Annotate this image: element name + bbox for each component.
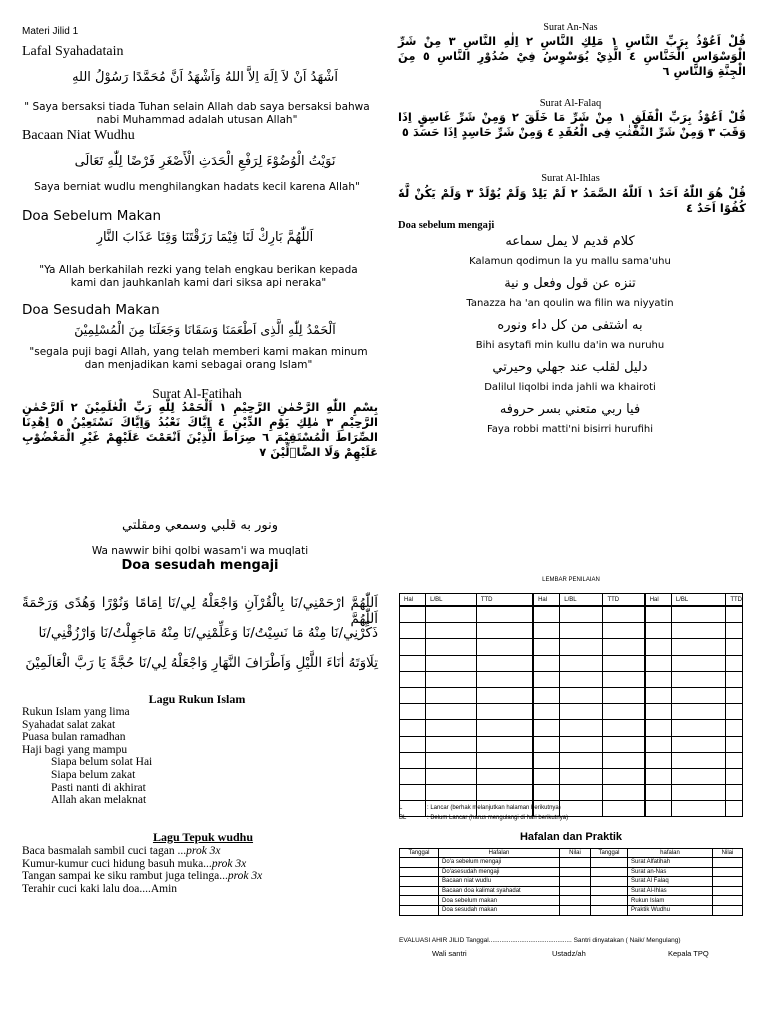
hafalan-cell: Surat Al-Ihlas xyxy=(628,886,713,896)
lembar-penilaian-table xyxy=(399,593,743,817)
hafalan-cell: Bacaan doa kalimat syahadat xyxy=(439,886,560,896)
grade-cell[interactable] xyxy=(560,720,603,736)
table-header-row xyxy=(400,849,743,858)
grade-cell[interactable] xyxy=(533,671,560,687)
song-text: Baca basmalah sambil cuci tagan ... xyxy=(22,845,187,857)
al-ihlas-arabic: قُلْ هُوَ اللّٰهُ اَحَدٌ ١ اَللّٰهُ الصَّمَدُ ٢ لَمْ يَلِدْ وَلَمْ يُوْلَدْ ٣ وَلَمْ يَكُنْ لَّهٗ كُفُوًا اَحَدٌ ٤ xyxy=(398,186,746,215)
niat-wudhu-translation: Saya berniat wudlu menghilangkan hadats kecil karena Allah" xyxy=(34,181,360,193)
signer-wali-santri: Wali santri xyxy=(432,949,467,958)
date-cell[interactable] xyxy=(400,905,439,915)
doa-sesudah-makan-arabic: اَلْحَمْدُ لِلّٰهِ الَّذِى اَطْعَمَنَا وَسَقَانَا وَجَعَلَنَا مِنَ الْمُسْلِمِيْنَ xyxy=(74,322,336,337)
nilai-cell[interactable] xyxy=(713,905,743,915)
grade-cell[interactable] xyxy=(645,623,672,639)
grade-cell[interactable] xyxy=(560,639,603,655)
doa-sebelum-mengaji-latin-2: Tanazza ha 'an qoulin wa filin wa niyyatin xyxy=(466,298,674,309)
table-row xyxy=(400,720,743,736)
nilai-cell[interactable] xyxy=(560,877,591,887)
grade-cell[interactable] xyxy=(560,704,603,720)
grade-cell[interactable] xyxy=(645,736,672,752)
doa-sebelum-mengaji-latin-1: Kalamun qodimun la yu mallu sama'uhu xyxy=(469,256,671,267)
page-header-right: Surat An-Nas xyxy=(543,22,598,33)
grade-cell[interactable] xyxy=(726,720,743,736)
grade-cell[interactable] xyxy=(726,801,743,817)
grade-cell[interactable] xyxy=(726,687,743,703)
doa-sebelum-mengaji-arabic-4: دليل لقلب عند جهلي وحيرتي xyxy=(492,360,648,375)
table-row xyxy=(400,639,743,655)
grade-cell[interactable] xyxy=(671,801,725,817)
lagu-rukun-islam-heading: Lagu Rukun Islam xyxy=(148,692,246,706)
grade-cell[interactable] xyxy=(603,671,645,687)
col-header: Hal xyxy=(645,594,672,607)
grade-cell[interactable] xyxy=(426,785,477,801)
grade-cell[interactable] xyxy=(400,655,426,671)
hafalan-cell: Do'asesudah mengaji xyxy=(439,867,560,877)
table-row xyxy=(400,905,743,915)
grade-cell[interactable] xyxy=(400,752,426,768)
grade-cell[interactable] xyxy=(671,655,725,671)
nilai-cell[interactable] xyxy=(560,886,591,896)
grade-cell[interactable] xyxy=(400,768,426,784)
grade-cell[interactable] xyxy=(645,720,672,736)
date-cell[interactable] xyxy=(400,877,439,887)
al-falaq-heading: Surat Al-Falaq xyxy=(539,98,602,109)
grade-cell[interactable] xyxy=(645,606,672,623)
col-header: Hal xyxy=(533,594,560,607)
hafalan-cell: Rukun Islam xyxy=(628,896,713,906)
col-header: Tanggal xyxy=(400,849,439,858)
grade-cell[interactable] xyxy=(533,655,560,671)
hafalan-cell: Doa sesudah makan xyxy=(439,905,560,915)
col-header: TTD xyxy=(476,594,533,607)
grade-cell[interactable] xyxy=(603,785,645,801)
grade-cell[interactable] xyxy=(645,768,672,784)
grade-cell[interactable] xyxy=(400,623,426,639)
date-cell[interactable] xyxy=(591,886,628,896)
hafalan-praktik-table xyxy=(399,848,743,916)
nilai-cell[interactable] xyxy=(713,877,743,887)
grade-cell[interactable] xyxy=(603,623,645,639)
doa-sebelum-makan-arabic: اَللّٰهُمَّ بَارِكْ لَنَا فِيْمَا رَزَقْتَنَا وَقِنَا عَذَابَ النَّارِ xyxy=(96,230,314,245)
doa-sebelum-mengaji-arabic-2: تنزه عن قول وفعل و نية xyxy=(504,276,636,291)
nilai-cell[interactable] xyxy=(560,905,591,915)
grade-cell[interactable] xyxy=(603,655,645,671)
table-row xyxy=(400,704,743,720)
song-line xyxy=(22,858,262,871)
grade-cell[interactable] xyxy=(533,606,560,623)
doa-sesudah-makan-translation: "segala puji bagi Allah, yang telah memberi kami makan minum dan menjadikan kami sebagai orang Islam" xyxy=(29,346,368,371)
grade-cell[interactable] xyxy=(603,768,645,784)
grade-cell[interactable] xyxy=(603,606,645,623)
grade-cell[interactable] xyxy=(533,623,560,639)
grade-cell[interactable] xyxy=(426,687,477,703)
hafalan-cell: Surat Al Falaq xyxy=(628,877,713,887)
grade-cell[interactable] xyxy=(726,752,743,768)
grade-cell[interactable] xyxy=(603,639,645,655)
date-cell[interactable] xyxy=(400,886,439,896)
legend-row xyxy=(399,803,568,813)
grade-cell[interactable] xyxy=(671,687,725,703)
syahadat-arabic: اَشْهَدُ اَنْ لاَ اِلَهَ اِلاَّ اللهُ وَاَشْهَدُ اَنَّ مُحَمَّدًا رَسُوْلُ اللهِ xyxy=(72,70,338,85)
song-text: Tangan sampai ke siku rambut juga telinga... xyxy=(22,870,228,883)
grade-cell[interactable] xyxy=(426,704,477,720)
song-text: Kumur-kumur cuci hidung basuh muka... xyxy=(22,857,212,870)
grade-cell[interactable] xyxy=(726,623,743,639)
lagu-tepuk-wudhu-heading: Lagu Tepuk wudhu xyxy=(152,830,254,844)
song-tail: prok 3x xyxy=(227,870,263,883)
table-row xyxy=(400,768,743,784)
grade-cell[interactable] xyxy=(726,785,743,801)
col-header: Nilai xyxy=(560,849,591,858)
grade-cell[interactable] xyxy=(726,639,743,655)
syahadat-heading: Lafal Syahadatain xyxy=(22,44,124,59)
page-header-left: Materi Jilid 1 xyxy=(22,26,79,37)
grade-cell[interactable] xyxy=(645,639,672,655)
grade-cell[interactable] xyxy=(476,768,533,784)
song-tail: prok 3x xyxy=(186,845,221,857)
niat-wudhu-heading: Bacaan Niat Wudhu xyxy=(22,128,135,143)
table-row xyxy=(400,623,743,639)
doa-sesudah-mengaji-arabic-1: اَللّٰهُمَّ ارْحَمْنِي/نَا بِالْقُرْآنِ وَاجْعَلْهُ لِي/نَا اِمَامًا وَنُوْرًا وَهُدًى وَرَحْمَةً اَللّٰهُمَّ xyxy=(22,595,378,627)
song-line: Syahadat salat zakat xyxy=(22,718,116,731)
syahadat-translation: " Saya bersaksi tiada Tuhan selain Allah dab saya bersaksi bahwa nabi Muhammad adalah utusan Allah" xyxy=(24,101,370,126)
table-row xyxy=(400,858,743,868)
grade-cell[interactable] xyxy=(476,752,533,768)
legend-code: L xyxy=(399,805,403,811)
grade-cell[interactable] xyxy=(671,671,725,687)
grade-cell[interactable] xyxy=(426,671,477,687)
song-line xyxy=(22,883,262,896)
doa-sebelum-mengaji-arabic-6: ونور به قلبي وسمعي ومقلتي xyxy=(122,518,278,533)
doa-sesudah-mengaji-arabic-2: ذَكِّرْنِي/نَا مِنْهُ مَا نَسِيْتُ/نَا وَعَلِّمْنِي/نَا مِنْهُ مَاجَهِلْتُ/نَا وَارْزُقْنِي/نَا xyxy=(38,625,378,641)
legend-text: : Belum Lancar (harus mengulangi di hari berikutnya) xyxy=(427,815,569,821)
grade-cell[interactable] xyxy=(671,639,725,655)
grade-cell[interactable] xyxy=(560,655,603,671)
grade-cell[interactable] xyxy=(400,671,426,687)
song-line: Siapa belum zakat xyxy=(51,768,136,781)
al-falaq-arabic: قُلْ اَعُوْذُ بِرَبِّ الْفَلَقِ ١ مِنْ شَرِّ مَا خَلَقَ ٢ وَمِنْ شَرِّ غَاسِقٍ اِذَا وَقَبَ ٣ وَمِنْ شَرِّ النَّفّٰثٰتِ فِى الْعُقَدِ ٤ وَمِنْ شَرِّ حَاسِدٍ اِذَا حَسَدَ ٥ xyxy=(398,110,746,139)
table-row xyxy=(400,752,743,768)
song-line: Pasti nanti di akhirat xyxy=(51,781,146,794)
doa-sebelum-mengaji-arabic-5: فيا ربي متعني بسر حروفه xyxy=(499,402,641,417)
table-row xyxy=(400,896,743,906)
grade-cell[interactable] xyxy=(476,655,533,671)
song-line: Siapa belum solat Hai xyxy=(51,756,153,769)
grade-cell[interactable] xyxy=(476,736,533,752)
doa-sebelum-mengaji-latin-6: Wa nawwir bihi qolbi wasam'i wa muqlati xyxy=(91,545,309,557)
grade-cell[interactable] xyxy=(645,785,672,801)
grade-cell[interactable] xyxy=(476,639,533,655)
hafalan-cell: Doa sebelum makan xyxy=(439,896,560,906)
grade-cell[interactable] xyxy=(645,752,672,768)
col-header: Hal xyxy=(400,594,426,607)
grade-cell[interactable] xyxy=(560,736,603,752)
grade-cell[interactable] xyxy=(533,687,560,703)
grade-cell[interactable] xyxy=(726,655,743,671)
grade-cell[interactable] xyxy=(400,704,426,720)
doa-sebelum-mengaji-latin-4: Dalilul liqolbi inda jahli wa khairoti xyxy=(484,382,656,393)
nilai-cell[interactable] xyxy=(713,858,743,868)
table-row xyxy=(400,886,743,896)
al-ihlas-heading: Surat Al-Ihlas xyxy=(541,173,600,184)
legend-text: : Lancar (berhak melanjutkan halaman berikutnya) xyxy=(427,805,561,811)
grade-cell[interactable] xyxy=(726,768,743,784)
nilai-cell[interactable] xyxy=(560,867,591,877)
grade-cell[interactable] xyxy=(645,655,672,671)
grade-cell[interactable] xyxy=(426,655,477,671)
date-cell[interactable] xyxy=(400,867,439,877)
song-text: Terahir cuci kaki lalu doa....Amin xyxy=(22,882,178,895)
table-row xyxy=(400,867,743,877)
grade-cell[interactable] xyxy=(476,785,533,801)
col-header: TTD xyxy=(603,594,645,607)
table-row xyxy=(400,655,743,671)
hafalan-praktik-title: Hafalan dan Praktik xyxy=(519,831,623,843)
song-line: Haji bagi yang mampu xyxy=(22,743,128,756)
signer-ustadz: Ustadz/ah xyxy=(552,949,586,958)
doa-sebelum-makan-heading: Doa Sebelum Makan xyxy=(22,208,162,224)
date-cell[interactable] xyxy=(400,896,439,906)
lembar-penilaian-title: LEMBAR PENILAIAN xyxy=(542,577,600,583)
signer-kepala-tpq: Kepala TPQ xyxy=(668,949,709,958)
grade-cell[interactable] xyxy=(426,606,477,623)
grade-cell[interactable] xyxy=(533,704,560,720)
doa-sebelum-mengaji-heading: Doa sebelum mengaji xyxy=(398,220,495,231)
date-cell[interactable] xyxy=(591,905,628,915)
nilai-cell[interactable] xyxy=(713,886,743,896)
table-row xyxy=(400,606,743,623)
grade-cell[interactable] xyxy=(560,752,603,768)
grade-cell[interactable] xyxy=(400,687,426,703)
grade-cell[interactable] xyxy=(671,785,725,801)
al-fatihah-arabic: بِسْمِ اللّٰهِ الرَّحْمٰنِ الرَّحِيْمِ ١ اَلْحَمْدُ لِلّٰهِ رَبِّ الْعٰلَمِيْنَ ٢ اَلرَّحْمٰنِ الرَّحِيْمِ ٣ مٰلِكِ يَوْمِ الدِّيْنِ ٤ اِيَّاكَ نَعْبُدُ وَاِيَّاكَ نَسْتَعِيْنُ ٥ اِهْدِنَا الصِّرَاطَ الْمُسْتَقِيْمَ ٦ صِرَاطَ الَّذِيْنَ اَنْعَمْتَ عَلَيْهِمْ غَيْرِ الْمَغْضُوْبِ عَلَيْهِمْ وَلَا الضَّاۤلِّيْنَ ٧ xyxy=(22,400,379,459)
table-row xyxy=(400,877,743,887)
table-row xyxy=(400,785,743,801)
grade-cell[interactable] xyxy=(476,671,533,687)
grade-cell[interactable] xyxy=(533,639,560,655)
grade-cell[interactable] xyxy=(726,704,743,720)
grade-cell[interactable] xyxy=(603,687,645,703)
date-cell[interactable] xyxy=(400,858,439,868)
grade-cell[interactable] xyxy=(726,606,743,623)
col-header: L/BL xyxy=(426,594,477,607)
grade-cell[interactable] xyxy=(726,671,743,687)
grade-cell[interactable] xyxy=(426,768,477,784)
grade-cell[interactable] xyxy=(426,752,477,768)
grade-cell[interactable] xyxy=(560,687,603,703)
col-header: hafalan xyxy=(628,849,713,858)
col-header: Nilai xyxy=(713,849,743,858)
col-header: L/BL xyxy=(560,594,603,607)
evaluasi-line: EVALUASI AHIR JILID Tanggal.............................................. Santri dinyatakan ( Naik/ Mengulang) xyxy=(399,937,681,944)
col-header: Tanggal xyxy=(591,849,628,858)
doa-sebelum-mengaji-latin-5: Faya robbi matti'ni bisirri hurufihi xyxy=(486,424,654,435)
grade-cell[interactable] xyxy=(400,785,426,801)
niat-wudhu-arabic: نَوَيْتُ الْوُضُوْءَ لِرَفْعِ الْحَدَثِ الْأَصْغَرِ فَرْضًا لِلّٰهِ تَعَالَى xyxy=(74,154,336,169)
date-cell[interactable] xyxy=(591,877,628,887)
lagu-tepuk-wudhu-lines xyxy=(22,845,262,895)
grade-cell[interactable] xyxy=(426,639,477,655)
hafalan-cell: Surat an-Nas xyxy=(628,867,713,877)
grade-cell[interactable] xyxy=(560,671,603,687)
grade-cell[interactable] xyxy=(603,752,645,768)
grade-cell[interactable] xyxy=(560,785,603,801)
doa-sesudah-makan-heading: Doa Sesudah Makan xyxy=(22,302,160,318)
grade-cell[interactable] xyxy=(671,704,725,720)
grade-cell[interactable] xyxy=(645,687,672,703)
col-header: Hafalan xyxy=(439,849,560,858)
doa-sebelum-mengaji-arabic-3: به اشتفى من كل داء ونوره xyxy=(497,318,643,333)
grade-cell[interactable] xyxy=(645,671,672,687)
song-tail: prok 3x xyxy=(211,857,247,870)
nilai-cell[interactable] xyxy=(713,896,743,906)
hafalan-cell: Praktik Wudhu xyxy=(628,905,713,915)
grade-cell[interactable] xyxy=(671,768,725,784)
al-fatihah-heading: Surat Al-Fatihah xyxy=(152,386,242,401)
nilai-cell[interactable] xyxy=(560,896,591,906)
grade-cell[interactable] xyxy=(400,606,426,623)
doa-sesudah-mengaji-arabic-3: تِلَاوَتَهُ اٰنَاءَ اللَّيْلِ وَاَطْرَافَ النَّهَارِ وَاجْعَلْهُ لِي/نَا حُجَّةً يَا رَبَّ الْعَالَمِيْنَ xyxy=(25,655,378,671)
table-row xyxy=(400,671,743,687)
grade-cell[interactable] xyxy=(645,801,672,817)
col-header: L/BL xyxy=(671,594,725,607)
grade-cell[interactable] xyxy=(603,720,645,736)
date-cell[interactable] xyxy=(591,896,628,906)
hafalan-cell: Surat Alfatihah xyxy=(628,858,713,868)
grade-cell[interactable] xyxy=(603,736,645,752)
grade-cell[interactable] xyxy=(476,720,533,736)
grade-cell[interactable] xyxy=(671,623,725,639)
grade-cell[interactable] xyxy=(671,606,725,623)
grade-cell[interactable] xyxy=(645,704,672,720)
lagu-rukun-islam-lines xyxy=(22,706,152,807)
nilai-cell[interactable] xyxy=(713,867,743,877)
grade-cell[interactable] xyxy=(400,736,426,752)
grade-cell[interactable] xyxy=(476,687,533,703)
grade-cell[interactable] xyxy=(426,720,477,736)
doa-sebelum-mengaji-body xyxy=(420,234,720,444)
doa-sebelum-mengaji-latin-3: Bihi asytafi min kullu da'in wa nuruhu xyxy=(475,340,665,351)
table-header-row xyxy=(400,594,743,607)
an-nas-arabic: قُلْ اَعُوْذُ بِرَبِّ النَّاسِ ١ مَلِكِ النَّاسِ ٢ اِلٰهِ النَّاسِ ٣ مِنْ شَرِّ الْوَسْوَاسِ الْخَنَّاسِ ٤ الَّذِيْ يُوَسْوِسُ فِيْ صُدُوْرِ النَّاسِ ٥ مِنَ الْجِنَّةِ وَالنَّاسِ ٦ xyxy=(398,34,746,78)
grade-cell[interactable] xyxy=(476,606,533,623)
song-line xyxy=(22,845,262,858)
grade-cell[interactable] xyxy=(671,752,725,768)
nilai-cell[interactable] xyxy=(560,858,591,868)
lembar-penilaian-body xyxy=(400,606,743,817)
grade-cell[interactable] xyxy=(476,623,533,639)
grade-cell[interactable] xyxy=(400,639,426,655)
grade-cell[interactable] xyxy=(426,736,477,752)
grade-cell[interactable] xyxy=(560,623,603,639)
col-header: TTD xyxy=(726,594,743,607)
grade-cell[interactable] xyxy=(560,768,603,784)
grade-cell[interactable] xyxy=(400,720,426,736)
grade-cell[interactable] xyxy=(603,704,645,720)
song-line: Allah akan melaknat xyxy=(51,794,147,807)
grade-cell[interactable] xyxy=(426,623,477,639)
legend-code: BL xyxy=(399,815,407,821)
grade-cell[interactable] xyxy=(533,736,560,752)
date-cell[interactable] xyxy=(591,858,628,868)
grade-cell[interactable] xyxy=(533,720,560,736)
doa-sebelum-mengaji-arabic-1: كلام قديم لا يمل سماعه xyxy=(505,234,635,249)
legend-row xyxy=(399,813,568,823)
song-line xyxy=(22,870,262,883)
penilaian-legend xyxy=(399,803,568,823)
grade-cell[interactable] xyxy=(726,736,743,752)
table-row xyxy=(400,687,743,703)
song-line: Rukun Islam yang lima xyxy=(22,706,130,718)
table-row xyxy=(400,736,743,752)
grade-cell[interactable] xyxy=(533,752,560,768)
grade-cell[interactable] xyxy=(671,720,725,736)
date-cell[interactable] xyxy=(591,867,628,877)
hafalan-cell: Bacaan niat wudlu xyxy=(439,877,560,887)
grade-cell[interactable] xyxy=(671,736,725,752)
doa-sebelum-makan-translation: "Ya Allah berkahilah rezki yang telah engkau berikan kepada kami dan jauhkanlah kami dari siksa api neraka" xyxy=(39,264,358,289)
grade-cell[interactable] xyxy=(533,768,560,784)
hafalan-cell: Do'a sebelum mengaji xyxy=(439,858,560,868)
grade-cell[interactable] xyxy=(533,785,560,801)
song-line: Puasa bulan ramadhan xyxy=(22,731,126,744)
grade-cell[interactable] xyxy=(560,606,603,623)
grade-cell[interactable] xyxy=(603,801,645,817)
grade-cell[interactable] xyxy=(476,704,533,720)
doa-sesudah-mengaji-heading: Doa sesudah mengaji xyxy=(121,558,279,573)
